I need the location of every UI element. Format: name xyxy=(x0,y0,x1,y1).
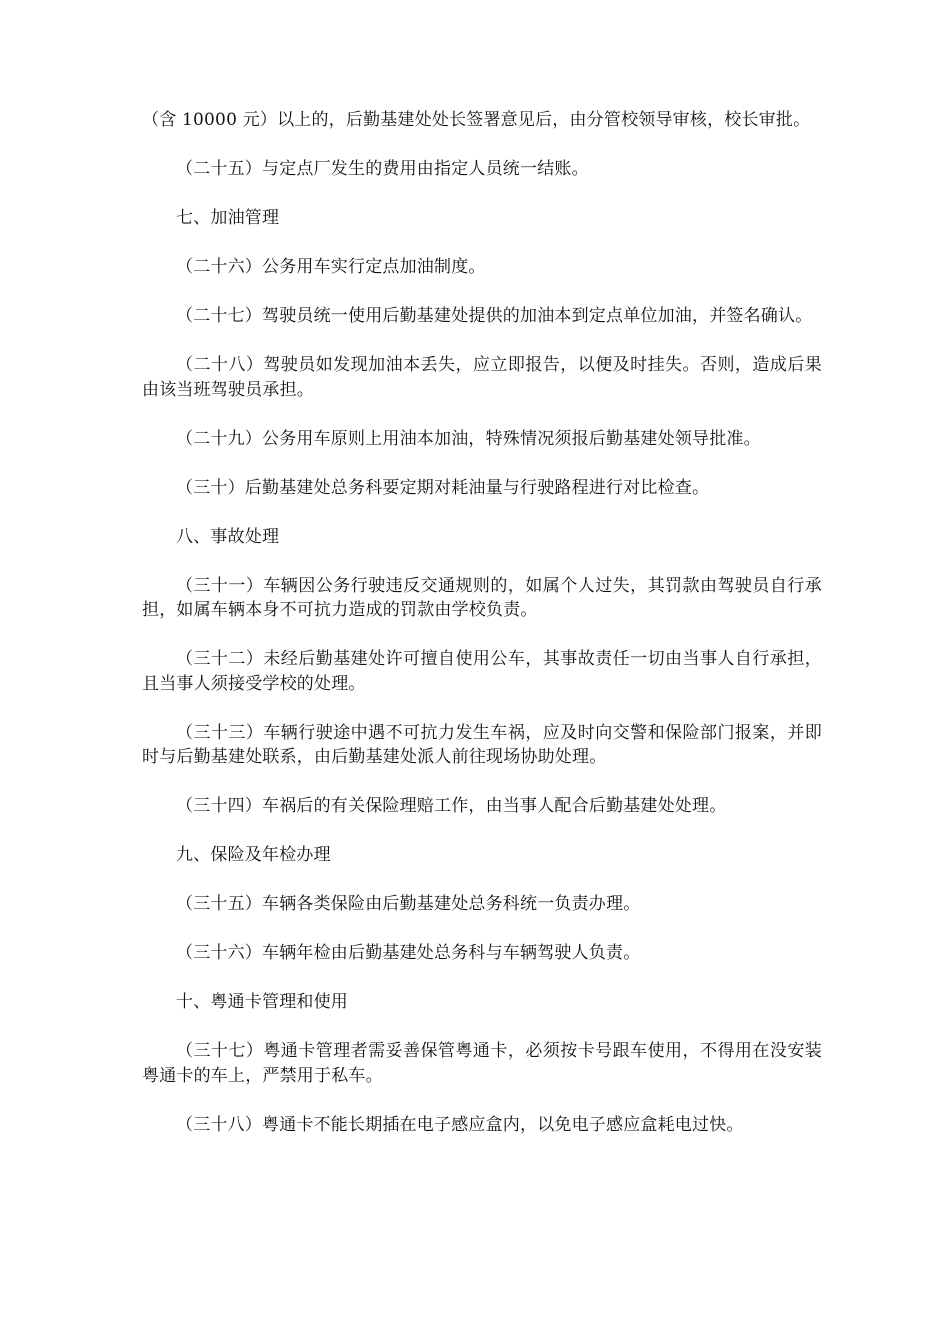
paragraph-item-25: （二十五）与定点厂发生的费用由指定人员统一结账。 xyxy=(176,159,589,179)
section-heading-toll-card: 十、粤通卡管理和使用 xyxy=(176,992,348,1012)
paragraph-item-26: （二十六）公务用车实行定点加油制度。 xyxy=(176,257,486,277)
paragraph-item-34: （三十四）车祸后的有关保险理赔工作，由当事人配合后勤基建处处理。 xyxy=(176,796,727,816)
section-heading-accident: 八、事故处理 xyxy=(176,526,280,547)
section-heading-insurance: 九、保险及年检办理 xyxy=(176,845,331,865)
paragraph-item-36: （三十六）车辆年检由后勤基建处总务科与车辆驾驶人负责。 xyxy=(176,943,641,963)
paragraph-item-33: （三十三）车辆行驶途中遇不可抗力发生车祸，应及时向交警和保险部门报案，并即时与后勤基建处联系，由后勤基建处派人前往现场协助处理。 xyxy=(142,722,822,767)
paragraph-item-37: （三十七）粤通卡管理者需妥善保管粤通卡，必须按卡号跟车使用，不得用在没安装粤通卡的车上，严禁用于私车。 xyxy=(142,1041,822,1086)
document-body xyxy=(142,108,822,1162)
paragraph-item-29: （二十九）公务用车原则上用油本加油，特殊情况须报后勤基建处领导批准。 xyxy=(176,428,761,449)
paragraph-item-30: （三十）后勤基建处总务科要定期对耗油量与行驶路程进行对比检查。 xyxy=(176,477,710,498)
paragraph-item-27: （二十七）驾驶员统一使用后勤基建处提供的加油本到定点单位加油，并签名确认。 xyxy=(176,306,813,326)
paragraph-item-28: （二十八）驾驶员如发现加油本丢失，应立即报告，以便及时挂失。否则，造成后果由该当班驾驶员承担。 xyxy=(142,355,822,400)
paragraph-item-31: （三十一）车辆因公务行驶违反交通规则的，如属个人过失，其罚款由驾驶员自行承担，如属车辆本身不可抗力造成的罚款由学校负责。 xyxy=(142,575,822,620)
paragraph-continuation: （含 10000 元）以上的，后勤基建处处长签署意见后，由分管校领导审核，校长审批。 xyxy=(142,110,811,130)
section-heading-refueling: 七、加油管理 xyxy=(176,208,280,228)
paragraph-item-35: （三十五）车辆各类保险由后勤基建处总务科统一负责办理。 xyxy=(176,894,641,914)
paragraph-item-32: （三十二）未经后勤基建处许可擅自使用公车，其事故责任一切由当事人自行承担，且当事人须接受学校的处理。 xyxy=(142,649,822,694)
paragraph-item-38: （三十八）粤通卡不能长期插在电子感应盒内，以免电子感应盒耗电过快。 xyxy=(176,1114,744,1135)
